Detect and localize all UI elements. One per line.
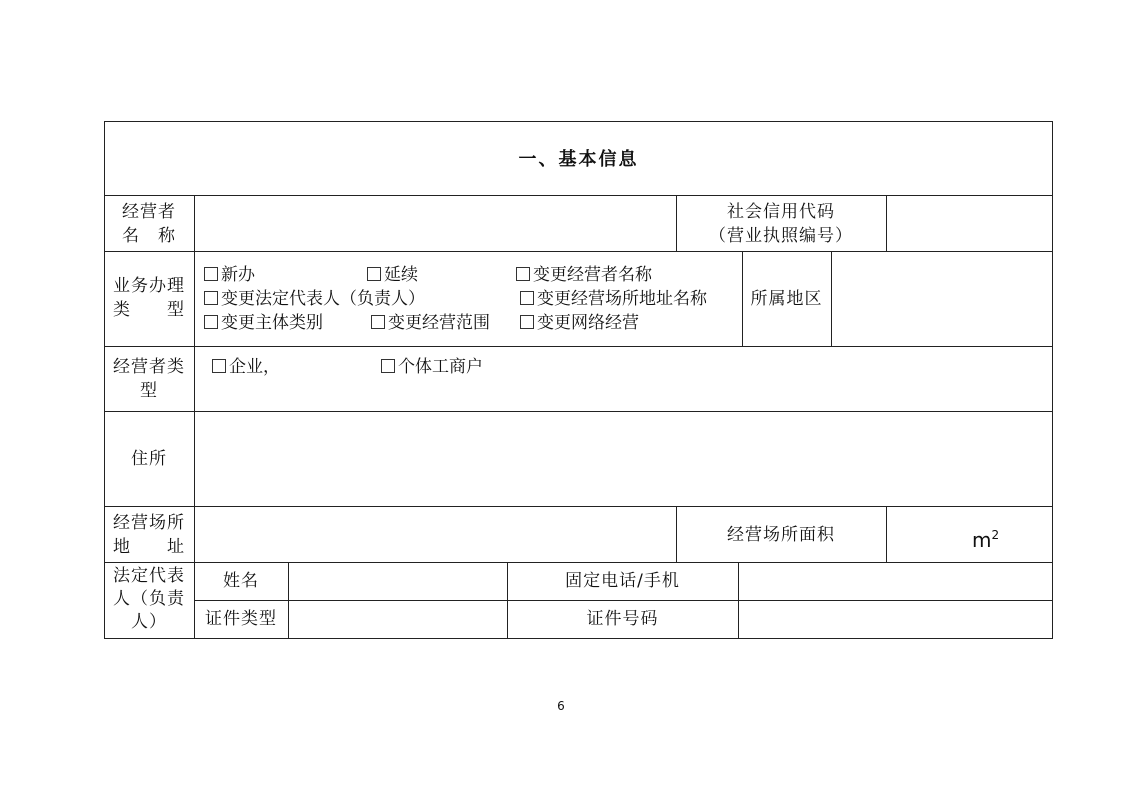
table-divider (104, 346, 1053, 347)
operator-option-enterprise[interactable]: 企业， (212, 355, 280, 379)
business-address-label: 经营场所 地 址 (113, 513, 185, 557)
table-divider (104, 195, 1053, 196)
table-divider (104, 411, 1053, 412)
checkbox[interactable] (381, 359, 395, 373)
area-unit: $m^2$ (972, 528, 1000, 552)
region-label: 所属地区 (750, 289, 823, 309)
table-divider (104, 562, 1053, 563)
table-divider (886, 195, 887, 251)
checkbox[interactable] (204, 291, 218, 305)
business-option-change-online[interactable]: 变更网络经营 (520, 311, 639, 335)
business-area-label: 经营场所面积 (727, 525, 835, 545)
residence-label: 住所 (131, 449, 167, 469)
table-divider (738, 562, 739, 639)
page-number: 6 (557, 699, 565, 713)
checkbox[interactable] (204, 267, 218, 281)
checkbox[interactable] (520, 291, 534, 305)
operator-option-individual[interactable]: 个体工商户 (381, 355, 483, 379)
phone-label: 固定电话/手机 (565, 571, 680, 591)
operator-name-label: 经营者 名 称 (122, 202, 176, 246)
business-option-new[interactable]: 新办 (204, 263, 255, 287)
business-option-change-legal-rep[interactable]: 变更法定代表人（负责人） (204, 287, 425, 311)
checkbox[interactable] (367, 267, 381, 281)
checkbox[interactable] (204, 315, 218, 329)
business-type-label: 业务办理 类 型 (113, 276, 185, 320)
table-divider (886, 506, 887, 562)
name-label: 姓名 (223, 571, 259, 591)
business-option-renew[interactable]: 延续 (367, 263, 418, 287)
checkbox[interactable] (520, 315, 534, 329)
id-type-label: 证件类型 (205, 609, 277, 629)
table-divider (831, 251, 832, 346)
table-divider (104, 506, 1053, 507)
table-divider (194, 600, 1053, 601)
business-option-change-name[interactable]: 变更经营者名称 (516, 263, 652, 287)
legal-representative-label: 法定代表 人（负责 人） (113, 566, 185, 632)
credit-code-label: 社会信用代码 （营业执照编号） (709, 202, 853, 246)
checkbox[interactable] (212, 359, 226, 373)
business-option-change-entity-type[interactable]: 变更主体类别 (204, 311, 323, 335)
checkbox[interactable] (371, 315, 385, 329)
section-title: 一、基本信息 (518, 149, 639, 170)
checkbox[interactable] (516, 267, 530, 281)
id-number-label: 证件号码 (586, 609, 659, 629)
table-divider (288, 562, 289, 639)
business-option-change-address[interactable]: 变更经营场所地址名称 (520, 287, 707, 311)
table-divider (104, 251, 1053, 252)
business-option-change-scope[interactable]: 变更经营范围 (371, 311, 490, 335)
operator-category-label: 经营者类 型 (113, 357, 185, 401)
